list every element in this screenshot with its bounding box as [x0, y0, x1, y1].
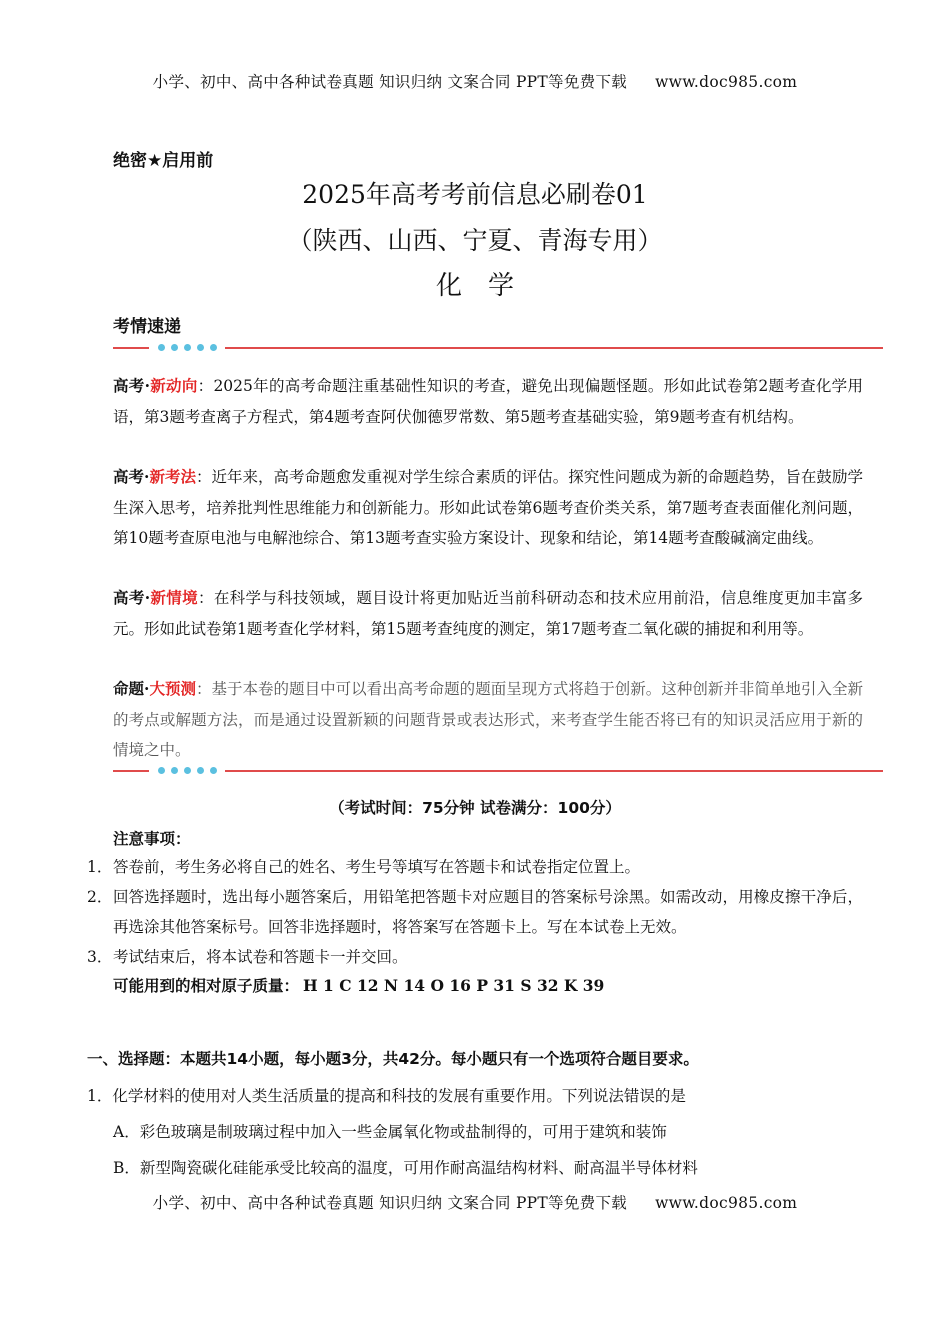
- header-site: www.doc985.com: [655, 73, 798, 91]
- divider-top: [113, 342, 883, 354]
- info-block-new-method: 高考·新考法：近年来，高考命题愈发重视对学生综合素质的评估。探究性问题成为新的命题趋势，旨在鼓励学生深入思考，培养批判性思维能力和创新能力。形如此试卷第6题考查价类关系，第7题考查表面催化剂问题，第10题考查原电池与电解池综合、第13题考查实验方案设计、现象和结论，第14题考查酸碱滴定曲线。: [113, 467, 863, 547]
- page-footer: [0, 1191, 950, 1213]
- info-block-new-trend: 高考·新动向：2025年的高考命题注重基础性知识的考查，避免出现偏题怪题。形如此试卷第2题考查化学用语，第3题考查离子方程式，第4题考查阿伏伽德罗常数、第5题考查基础实验，第9题考查有机结构。: [113, 376, 863, 426]
- part1-heading: 一、选择题：本题共14小题，每小题3分，共42分。每小题只有一个选项符合题目要求。: [87, 1050, 699, 1068]
- question-1-option-a: A．彩色玻璃是制玻璃过程中加入一些金属氧化物或盐制得的，可用于建筑和装饰: [113, 1123, 667, 1141]
- notice-heading: 注意事项：: [113, 830, 191, 848]
- subject-title: 化学: [435, 271, 540, 301]
- title-line2: （陕西、山西、宁夏、青海专用）: [287, 226, 663, 255]
- info-block-prediction: 命题·大预测：基于本卷的题目中可以看出高考命题的题面呈现方式将趋于创新。这种创新并非简单地引入全新的考点或解题方法，而是通过设置新颖的问题背景或表达形式，来考查学生能否将已有的知识灵活应用于新的情境之中。: [113, 679, 863, 759]
- section-heading: 考情速递: [113, 317, 181, 337]
- question-1-stem: 1．化学材料的使用对人类生活质量的提高和科技的发展有重要作用。下列说法错误的是: [87, 1087, 686, 1105]
- page-header: [0, 70, 950, 92]
- question-1-option-b: B．新型陶瓷碳化硅能承受比较高的温度，可用作耐高温结构材料、耐高温半导体材料: [113, 1159, 698, 1177]
- secret-label: 绝密★启用前: [113, 151, 214, 171]
- title-line1: 2025年高考考前信息必刷卷01: [302, 180, 648, 209]
- atomic-mass: 可能用到的相对原子质量： H 1 C 12 N 14 O 16 P 31 S 32 K 39: [113, 976, 605, 995]
- exam-time: （考试时间：75分钟 试卷满分：100分）: [329, 799, 621, 817]
- notice-item: 2． 回答选择题时，选出每小题答案后，用铅笔把答题卡对应题目的答案标号涂黑。如需改动，用橡皮擦干净后，再选涂其他答案标号。回答非选择题时，将答案写在答题卡上。写在本试卷上无效。: [87, 888, 863, 936]
- notice-item: 3． 考试结束后，将本试卷和答题卡一并交回。: [87, 948, 408, 966]
- footer-site: www.doc985.com: [655, 1194, 798, 1212]
- notice-item: 1． 答卷前，考生务必将自己的姓名、考生号等填写在答题卡和试卷指定位置上。: [87, 858, 641, 876]
- footer-text: 小学、初中、高中各种试卷真题 知识归纳 文案合同 PPT等免费下载: [152, 1194, 628, 1212]
- divider-bottom: [113, 765, 883, 777]
- info-block-new-context: 高考·新情境：在科学与科技领域，题目设计将更加贴近当前科研动态和技术应用前沿，信息维度更加丰富多元。形如此试卷第1题考查化学材料，第15题考查纯度的测定，第17题考查二氧化碳的捕捉和利用等。: [113, 588, 863, 638]
- header-text: 小学、初中、高中各种试卷真题 知识归纳 文案合同 PPT等免费下载: [152, 73, 628, 91]
